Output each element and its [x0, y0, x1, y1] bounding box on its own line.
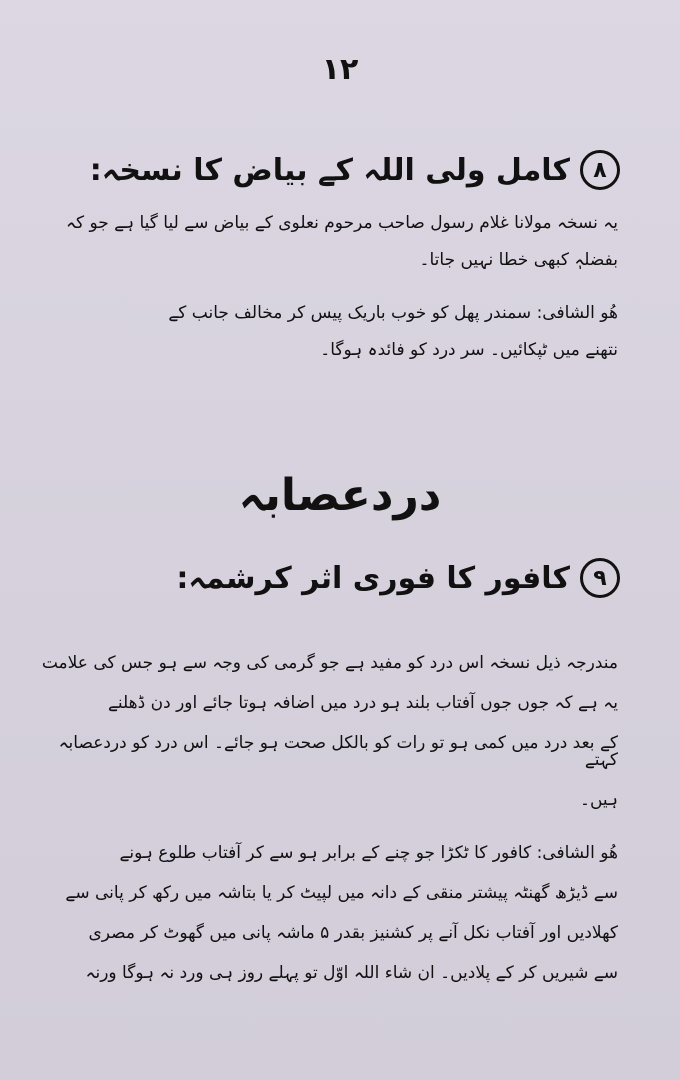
- section-9-line: ہیں۔: [580, 790, 618, 810]
- page-number: ١٢: [321, 52, 359, 87]
- section-9-heading: [40, 558, 620, 598]
- section-8-number: ٨: [580, 150, 620, 190]
- section-9-line: مندرجہ ذیل نسخہ اس درد کو مفید ہے جو گرمی کی وجہ سے ہو جس کی علامت: [41, 653, 618, 673]
- section-8-body: [40, 215, 618, 359]
- section-9-line: سے شیریں کر کے پلادیں۔ ان شاء اللہ اوّل تو پہلے روز ہی ورد نہ ہوگا ورنہ: [85, 963, 618, 983]
- section-9-line: سے ڈیڑھ گھنٹہ پیشتر منقی کے دانہ میں لپیٹ کر یا بتاشہ میں رکھ کر پانی سے: [65, 883, 618, 903]
- section-8-line: ھُو الشافی: سمندر پھل کو خوب باریک پیس کر مخالف جانب کے: [168, 303, 618, 323]
- section-8-line: بفضلہٖ کبھی خطا نہیں جاتا۔: [419, 250, 618, 270]
- chapter-title: دردعصابہ: [238, 470, 442, 521]
- section-9-line: ھُو الشافی: کافور کا ٹکڑا جو چنے کے برابر ہو سے کر آفتاب طلوع ہونے: [119, 843, 618, 863]
- section-9-line: کے بعد درد میں کمی ہو تو رات کو بالکل صحت ہو جائے۔ اس درد کو دردعصابہ کہتے: [58, 733, 618, 770]
- section-8-line: یہ نسخہ مولانا غلام رسول صاحب مرحوم نعلوی کے بیاض سے لیا گیا ہے جو کہ: [65, 213, 618, 233]
- section-8-title: کامل ولی اللہ کے بیاض کا نسخہ:: [89, 152, 570, 188]
- section-8-line: نتھنے میں ٹپکائیں۔ سر درد کو فائدہ ہوگا۔: [320, 340, 618, 360]
- section-9-body: [40, 655, 618, 982]
- section-8-heading: [40, 150, 620, 190]
- section-9-line: یہ ہے کہ جوں جوں آفتاب بلند ہو درد میں اضافہ ہوتا جائے اور دن ڈھلنے: [107, 693, 618, 713]
- section-9-title: کافور کا فوری اثر کرشمہ:: [176, 560, 570, 596]
- section-9-number: ٩: [580, 558, 620, 598]
- section-9-line: کھلادیں اور آفتاب نکل آنے پر کشنیز بقدر ۵ ماشہ پانی میں گھوٹ کر مصری: [88, 923, 618, 943]
